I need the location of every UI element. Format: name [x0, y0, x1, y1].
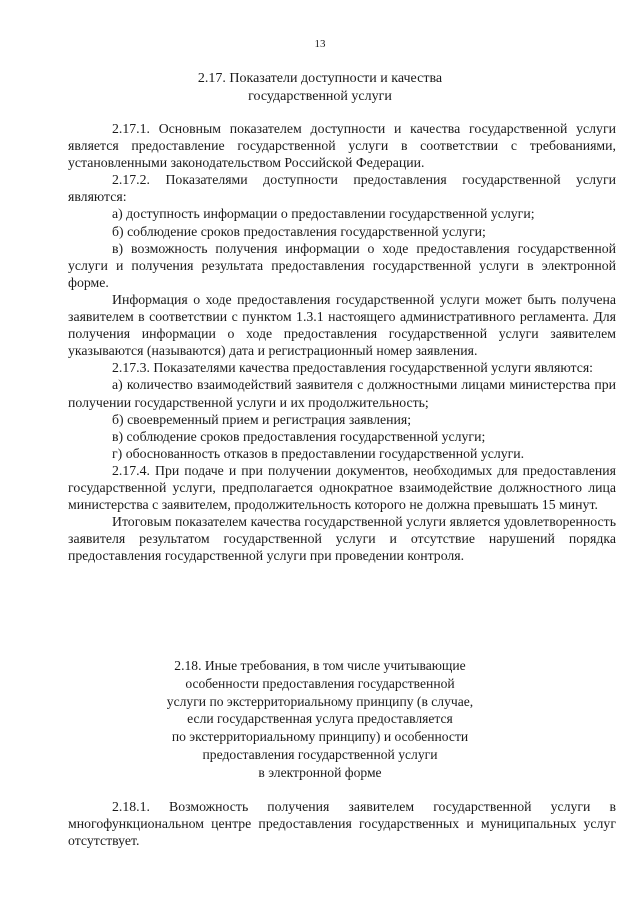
heading-line: по экстерриториальному принципу) и особенности — [171, 729, 469, 745]
section-2-17-heading — [150, 70, 490, 106]
paragraph: Итоговым показателем качества государственной услуги является удовлетворенность заявителя результатом государственной услуги и отсутствие нарушений порядка предоставления государственной услуги при проведении контроля. — [68, 514, 616, 564]
list-item: в) возможность получения информации о ходе предоставления государственной услуги и получения результата предоставления государственной услуги в электронной форме. — [68, 240, 616, 290]
heading-line: предоставления государственной услуги — [202, 746, 438, 762]
list-item: а) доступность информации о предоставлении государственной услуги; — [112, 206, 535, 222]
list-item: б) соблюдение сроков предоставления государственной услуги; — [112, 223, 486, 239]
heading-line: особенности предоставления государственной — [185, 675, 455, 691]
heading-line: государственной услуги — [248, 89, 392, 104]
heading-line: если государственная услуга предоставляется — [187, 711, 453, 727]
list-item: г) обоснованность отказов в предоставлении государственной услуги. — [112, 445, 525, 461]
heading-line: 2.18. Иные требования, в том числе учитывающие — [174, 658, 466, 673]
list-item: а) количество взаимодействий заявителя с должностными лицами министерства при получении государственной услуги и их продолжительность; — [68, 377, 616, 410]
page-number: 13 — [314, 38, 326, 50]
paragraph: 2.18.1. Возможность получения заявителем государственной услуги в многофункциональном центре предоставления государственных и муниципальных услуг отсутствует. — [68, 799, 616, 849]
list-item: б) своевременный прием и регистрация заявления; — [112, 411, 412, 427]
paragraph: Информация о ходе предоставления государственной услуги может быть получена заявителем в соответствии с пунктом 1.3.1 настоящего административного регламента. Для получения информации о ходе предоставления государственной услуги заявителем указываются (называются) дата и регистрационный номер заявления. — [68, 291, 616, 359]
list-item: в) соблюдение сроков предоставления государственной услуги; — [112, 428, 486, 444]
heading-line: 2.17. Показатели доступности и качества — [197, 71, 443, 86]
section-2-18-body — [68, 798, 616, 849]
paragraph: 2.17.2. Показателями доступности предоставления государственной услуги являются: — [68, 172, 616, 205]
section-2-18-heading — [150, 657, 490, 782]
heading-line: в электронной форме — [258, 764, 382, 780]
paragraph: 2.17.4. При подаче и при получении документов, необходимых для предоставления государственной услуги, предполагается однократное взаимодействие должностного лица министерства с заявителем, продолжительность которого не должна превышать 15 минут. — [68, 462, 616, 513]
paragraph: 2.17.3. Показателями качества предоставления государственной услуги являются: — [112, 360, 594, 376]
paragraph: 2.17.1. Основным показателем доступности и качества государственной услуги является предоставление государственной услуги в соответствии с требованиями, установленными законодательством Российской Федерации. — [68, 121, 616, 171]
section-2-17-body — [68, 120, 616, 564]
heading-line: услуги по экстерриториальному принципу (в случае, — [166, 693, 474, 709]
